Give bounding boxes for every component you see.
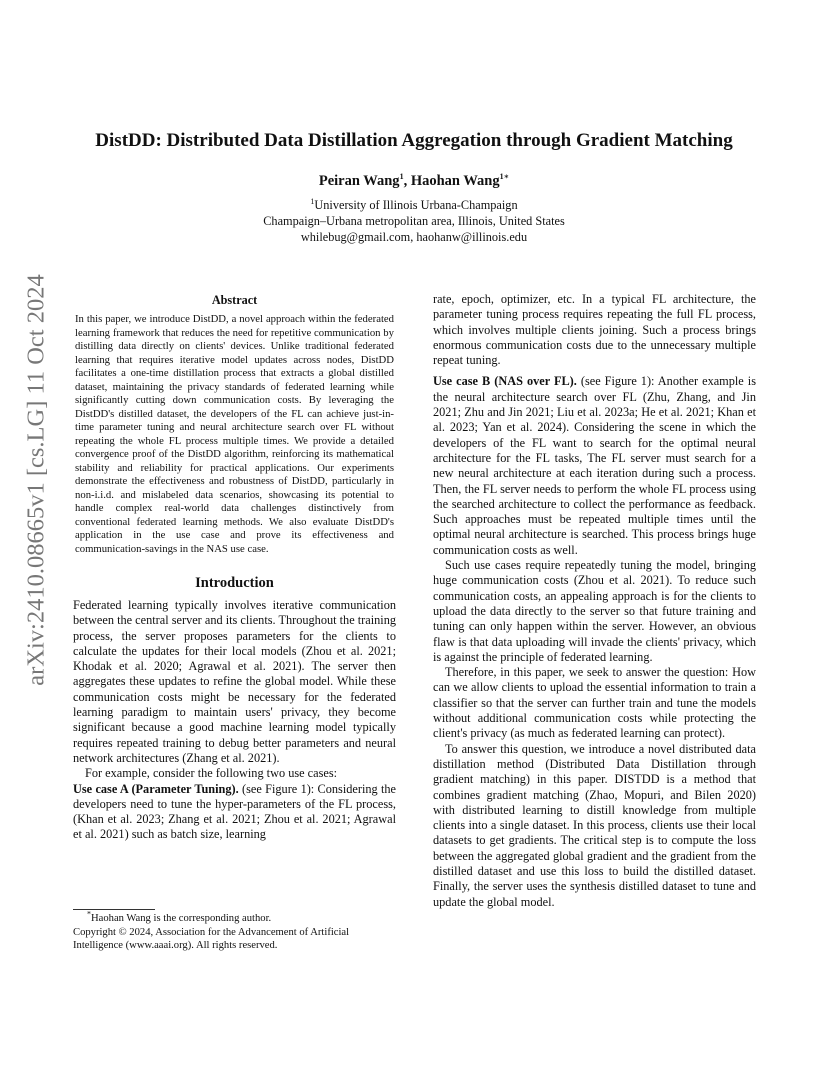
use-case-b-text: (see Figure 1): Another example is the neural architecture search over FL (Zhu, Zhang, and Jin 2021; Zhu and Jin 2021; Liu et al. 2023a; He et al. 2021; Khan et al. 2023; Yan et al. 2024). Considering the scene in which the developers of the FL want to search for the optimal neural architecture for the FL tasks, The FL server must search for a new neural architecture at each iteration during such a process. Then, the FL server needs to perform the whole FL process using the searched architecture to collect the performance as feedback. Such approaches must be repeated multiple times until the optimal neural architecture is searched. This process brings huge communication costs as well. (433, 374, 756, 557)
arxiv-identifier: arXiv:2410.08665v1 [cs.LG] 11 Oct 2024 (23, 274, 51, 686)
arxiv-stamp (20, 274, 54, 686)
body-paragraph: Therefore, in this paper, we seek to answer the question: How can we allow clients to upload the essential information to train a classifier so that the server can further train and tune the models without additional communication costs while protecting the client's privacy (as much as federated learning can protect). (433, 665, 756, 741)
body-paragraph: Federated learning typically involves iterative communication between the central server and its clients. Throughout the training process, the server proposes parameters for the clients to calculate the updates for their local models (Zhou et al. 2021; Khodak et al. 2020; Agrawal et al. 2021). The server then aggregates these updates to refine the global model. While these communication costs might be necessary for the federated learning paradigm to maintain users' privacy, they become significant because a good machine learning model typically requires repeated training to debug better parameters and neural network architectures (Zhang et al. 2021). (73, 598, 396, 765)
body-paragraph: Such use cases require repeatedly tuning the model, bringing huge communication costs (Zhou et al. 2021). To reduce such communication costs, an appealing approach is for the clients to upload the data directly to the server so that future training and tuning can only happen within the server. However, an obvious flaw is that data uploading will invade the clients' privacy, which is against the principle of federated learning. (433, 558, 756, 664)
author-separator: , (403, 173, 411, 189)
body-paragraph: To answer this question, we introduce a novel distributed data distillation method (Distributed Data Distillation through gradient matching) in this paper. DISTDD is a method that combines gradient matching (Zhao, Mopuri, and Bilen 2020) with distributed learning to distill knowledge from multiple clients into a single dataset. In this process, clients use their local datasets to get gradients. The critical step is to compute the loss between the aggregated global gradient and the gradient from the distilled dataset and use this loss to build the distilled dataset. Finally, the server uses the synthesis distilled dataset to tune and update the global model. (433, 741, 756, 909)
author-list (0, 171, 828, 191)
introduction-heading: Introduction (195, 575, 274, 591)
use-case-a-paragraph (73, 782, 396, 843)
author-name: Haohan Wang (410, 173, 500, 189)
footnotes (73, 909, 396, 953)
use-case-b-label: Use case B (NAS over FL). (433, 374, 577, 389)
body-paragraph: For example, consider the following two use cases: (85, 766, 338, 781)
footnote-mark: * (87, 909, 91, 919)
left-column (73, 292, 396, 843)
author-name: Peiran Wang (318, 173, 400, 189)
abstract-text: In this paper, we introduce DistDD, a novel approach within the federated learning framework that reduces the need for repetitive communication by distilling data directly on clients' devices. Unlike traditional federated learning that requires iterative model updates across nodes, DistDD facilitates a one-time distillation process that extracts a global distilled dataset, maintaining the privacy standards of federated learning while significantly cutting down communication costs. By leveraging the DistDD's distilled dataset, the developers of the FL can achieve just-in-time parameter tuning and neural architecture search over FL without repeating the whole FL process multiple times. We provide a detailed convergence proof of the DistDD algorithm, reinforcing its mathematical stability and reliability for practical applications. Our experiments demonstrate the effectiveness and robustness of DistDD, particularly in non-i.i.d. and mislabeled data scenarios, showcasing its potential to handle complex real-world data challenges distinctively from conventional federated learning methods. We also evaluate DistDD's application in the use case and prove its effectiveness and communication-savings in the NAS use case. (75, 313, 394, 555)
author-affiliation-mark: 1 (399, 172, 404, 182)
footnote-text: Haohan Wang is the corresponding author. (91, 913, 272, 924)
affiliation-line: Champaign–Urbana metropolitan area, Illinois, United States (263, 214, 565, 228)
affiliation-mark: 1 (310, 196, 315, 206)
affiliation-block (0, 197, 828, 245)
affiliation-line: University of Illinois Urbana-Champaign (314, 198, 518, 212)
right-column (433, 292, 756, 910)
author-emails: whilebug@gmail.com, haohanw@illinois.edu (300, 230, 528, 244)
use-case-a-label: Use case A (Parameter Tuning). (73, 781, 239, 796)
author-affiliation-mark: 1∗ (499, 172, 510, 182)
body-paragraph: rate, epoch, optimizer, etc. In a typical FL architecture, the parameter tuning process requires repeating the full FL process, which involves multiple clients joining. Such a process brings enormous communication costs due to the unnecessary multiple repeat tuning. (433, 292, 756, 368)
use-case-a-text: (see Figure 1): Considering the developers need to tune the hyper-parameters of the FL process, (Khan et al. 2023; Zhang et al. 2021; Zhou et al. 2021; Agrawal et al. 2021) such as batch size, learning (73, 781, 396, 842)
use-case-b-paragraph (433, 374, 756, 558)
paper-title: DistDD: Distributed Data Distillation Aggregation through Gradient Matching (95, 130, 733, 151)
corresponding-author-footnote (73, 909, 396, 926)
copyright-notice: Copyright © 2024, Association for the Advancement of Artificial Intelligence (www.aaai.org). All rights reserved. (73, 926, 350, 951)
footnote-divider (73, 909, 155, 910)
abstract-heading: Abstract (211, 293, 258, 307)
